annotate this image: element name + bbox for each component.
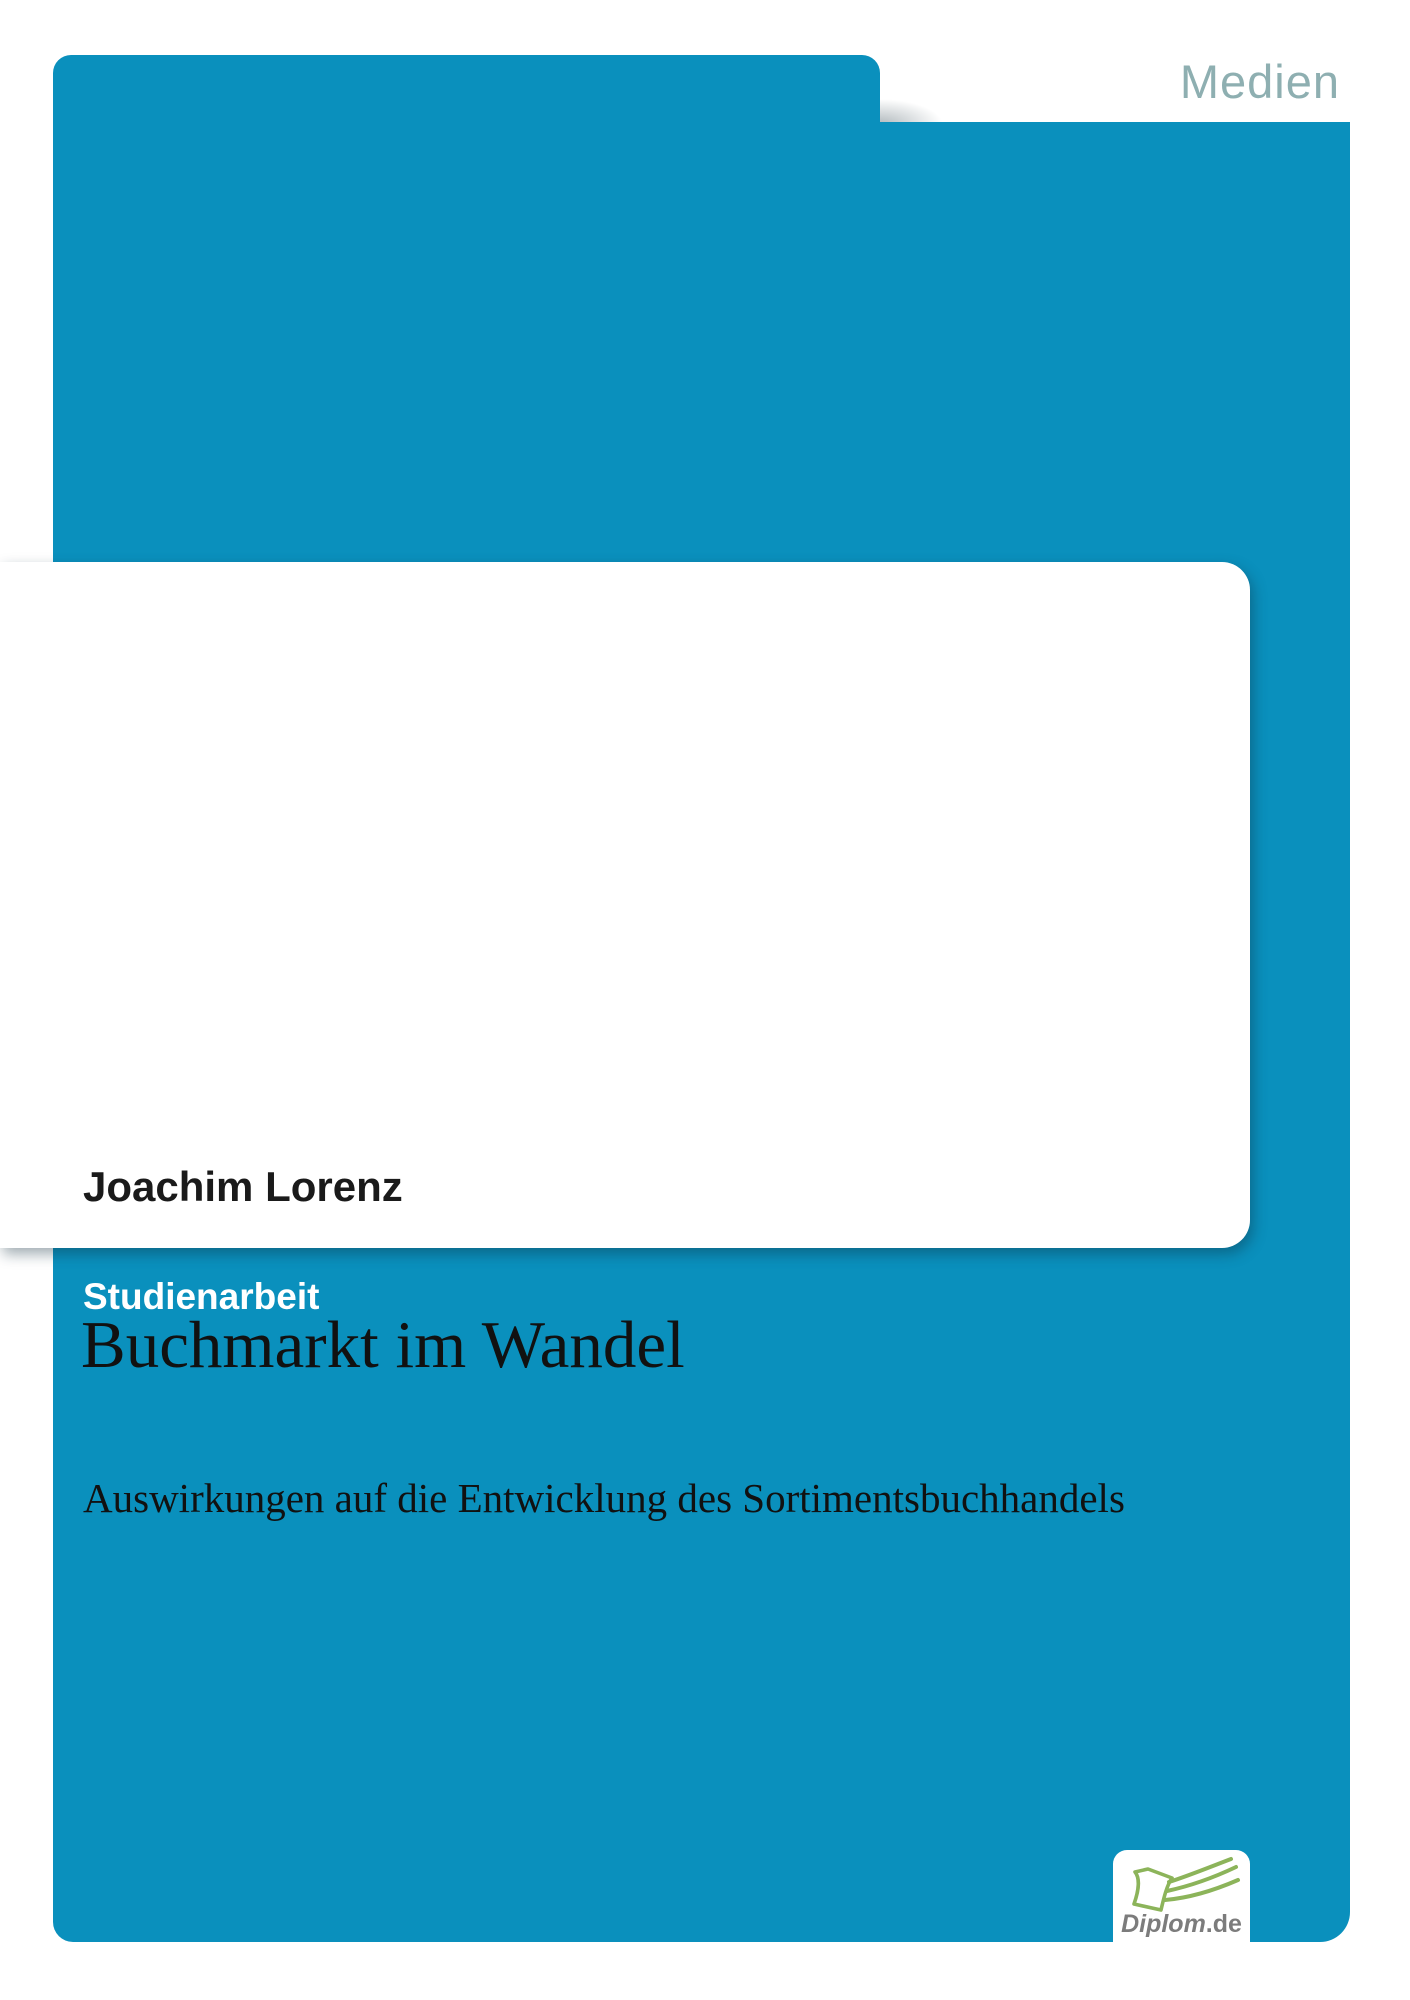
publisher-name-suffix: .de [1205, 1910, 1242, 1938]
publisher-logo [1113, 1850, 1250, 1998]
book-subtitle: Auswirkungen auf die Entwicklung des Sortimentsbuchhandels [83, 1475, 1125, 1521]
author-name: Joachim Lorenz [83, 1163, 403, 1210]
publisher-name [1113, 1912, 1250, 1937]
open-book-swoosh-icon [1121, 1854, 1242, 1917]
publisher-name-main: Diplom [1121, 1910, 1206, 1938]
document-type-label: Studienarbeit [83, 1276, 320, 1317]
book-title: Buchmarkt im Wandel [81, 1308, 685, 1382]
category-label: Medien [1179, 55, 1340, 108]
tab-step-shadow [876, 90, 1016, 126]
